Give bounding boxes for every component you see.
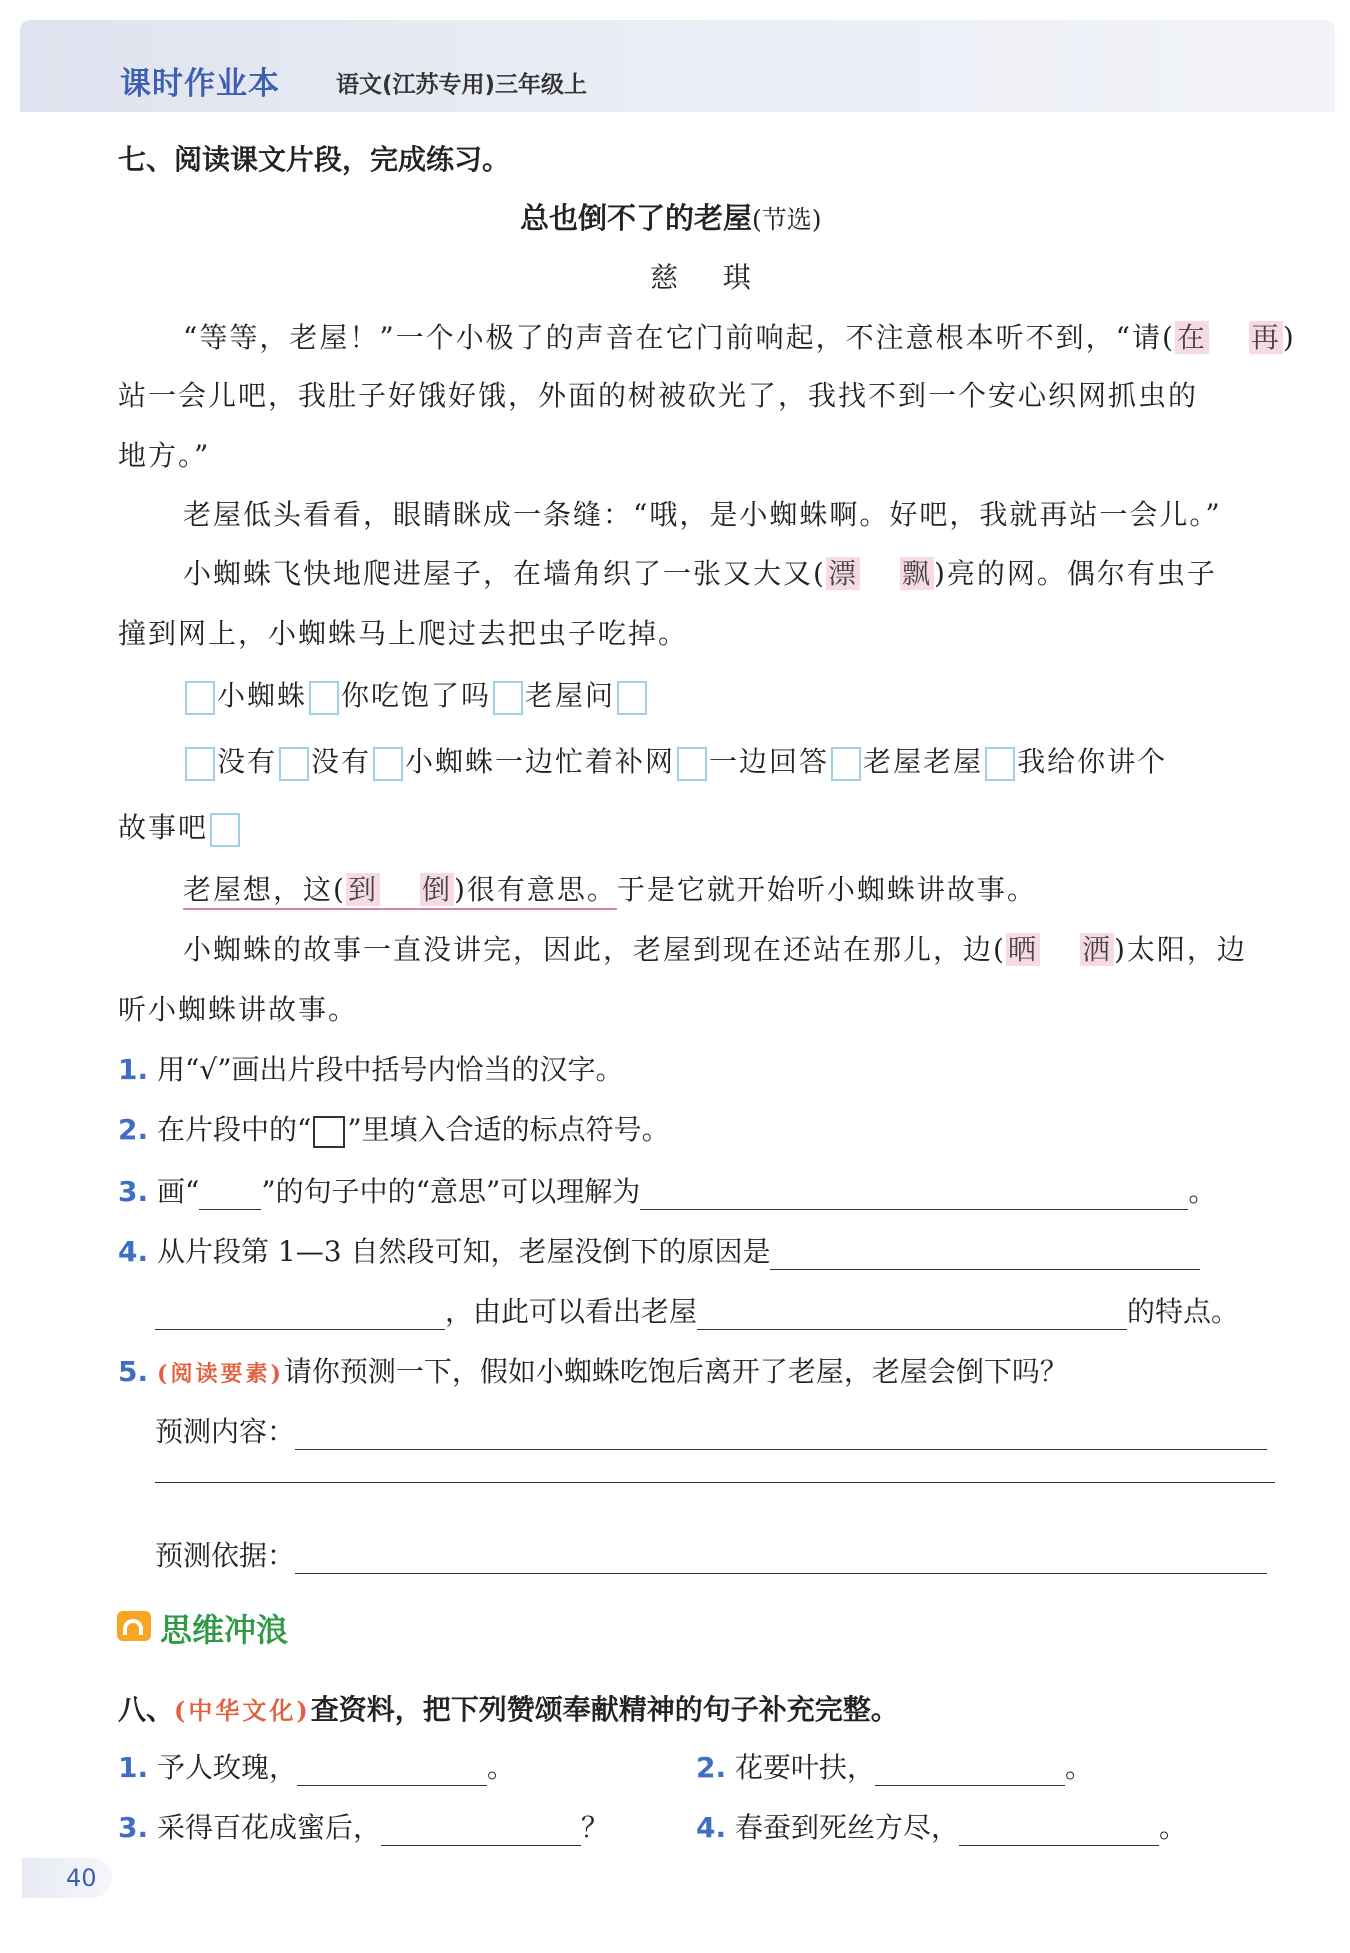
question-4-line1	[118, 1230, 1200, 1270]
answer-line[interactable]	[640, 1179, 1188, 1210]
underline-symbol	[199, 1183, 261, 1210]
passage-p1-line1	[183, 316, 1296, 356]
p1-text-a: “等等，老屋！”一个小极了的声音在它门前响起，不注意根本听不到，“请(	[183, 321, 1175, 354]
answer-line[interactable]	[155, 1482, 1275, 1483]
subject-title: 语文(江苏专用)三年级上	[336, 72, 588, 98]
answer-line[interactable]	[297, 1755, 487, 1786]
p1-option-1[interactable]: 在	[1176, 321, 1207, 354]
question-number: 1.	[118, 1053, 149, 1086]
item-end: ？	[581, 1811, 610, 1844]
question-text-a: 画“	[157, 1175, 200, 1208]
item-text: 采得百花成蜜后，	[157, 1811, 382, 1844]
p5-text-b: 故事吧	[118, 811, 209, 844]
passage-title	[520, 196, 822, 237]
p5-part: 小蜘蛛一边忙着补网	[405, 745, 676, 778]
punct-box[interactable]	[493, 681, 523, 715]
passage-author: 慈 琪	[650, 261, 769, 294]
passage-p2: 老屋低头看看，眼睛眯成一条缝：“哦，是小蜘蛛啊。好吧，我就再站一会儿。”	[183, 498, 1222, 531]
question-text: 用“√”画出片段中括号内恰当的汉字。	[157, 1053, 624, 1086]
prediction-basis-row	[155, 1534, 1267, 1574]
passage-p3-line2: 撞到网上，小蜘蛛马上爬过去把虫子吃掉。	[118, 617, 689, 650]
passage-p5-line1	[183, 740, 1167, 781]
question-tag: (阅读要素)	[157, 1361, 284, 1387]
question-text-c: 的特点。	[1127, 1295, 1240, 1328]
p4-part: 你吃饱了吗	[341, 679, 492, 712]
question-1	[118, 1048, 624, 1088]
question-2	[118, 1108, 670, 1148]
question-5	[118, 1350, 1068, 1390]
p1-text-b: )	[1282, 321, 1296, 354]
punct-box[interactable]	[185, 681, 215, 715]
question-text-b: ，由此可以看出老屋	[445, 1295, 698, 1328]
question-text: 请你预测一下，假如小蜘蛛吃饱后离开了老屋，老屋会倒下吗？	[283, 1355, 1068, 1388]
section8-prefix: 八、	[118, 1693, 175, 1726]
punct-box[interactable]	[617, 681, 647, 715]
question-4-line2	[155, 1290, 1239, 1330]
item-text: 花要叶扶，	[735, 1751, 876, 1784]
punct-box[interactable]	[677, 747, 707, 781]
answer-line[interactable]	[770, 1239, 1200, 1270]
answer-line[interactable]	[155, 1299, 445, 1330]
p6-text-b: )很有意思。	[453, 873, 617, 906]
p5-part: 一边回答	[709, 745, 830, 778]
p4-part: 小蜘蛛	[217, 679, 308, 712]
passage-p4	[183, 674, 649, 715]
p6-underlined-sentence	[183, 873, 617, 910]
answer-line[interactable]	[295, 1419, 1267, 1450]
p5-part: 没有	[217, 745, 278, 778]
item-number: 2.	[696, 1751, 727, 1784]
p3-text-b: )亮的网。偶尔有虫子	[933, 557, 1217, 590]
item-end: 。	[1065, 1751, 1094, 1784]
thinking-section-title: 思维冲浪	[160, 1611, 289, 1649]
p6-option-2[interactable]: 倒	[421, 873, 452, 906]
item-text: 予人玫瑰，	[157, 1751, 298, 1784]
passage-p1-line2: 站一会儿吧，我肚子好饿好饿，外面的树被砍光了，我找不到一个安心织网抓虫的	[118, 379, 1199, 412]
section8-item-3	[118, 1806, 609, 1846]
passage-p6	[183, 868, 1037, 908]
question-text-a: 在片段中的“	[157, 1113, 312, 1146]
page-number: 40	[66, 1864, 97, 1892]
question-end: 。	[1188, 1175, 1217, 1208]
prediction-basis-label: 预测依据：	[155, 1539, 296, 1572]
punct-box[interactable]	[985, 747, 1015, 781]
brand-title: 课时作业本	[120, 66, 280, 102]
question-text-b: ”的句子中的“意思”可以理解为	[261, 1175, 641, 1208]
p6-text-a: 老屋想，这(	[183, 873, 346, 906]
section8-tag: (中华文化)	[174, 1696, 311, 1725]
section8-item-2	[696, 1746, 1093, 1786]
punct-box[interactable]	[210, 813, 240, 847]
section8-item-4	[696, 1806, 1187, 1846]
question-number: 3.	[118, 1175, 149, 1208]
answer-line[interactable]	[875, 1755, 1065, 1786]
question-text-a: 从片段第 1—3 自然段可知，老屋没倒下的原因是	[157, 1235, 771, 1268]
question-number: 2.	[118, 1113, 149, 1146]
page-header	[20, 20, 1335, 112]
page-number-tab	[22, 1858, 112, 1898]
p5-part: 老屋老屋	[863, 745, 984, 778]
p3-option-1[interactable]: 漂	[827, 557, 858, 590]
section8-title	[118, 1688, 899, 1728]
question-text-b: ”里填入合适的标点符号。	[347, 1113, 670, 1146]
passage-title-note: (节选)	[752, 205, 822, 234]
passage-p7-line2: 听小蜘蛛讲故事。	[118, 993, 359, 1026]
p1-option-2[interactable]: 再	[1250, 321, 1281, 354]
prediction-content-label: 预测内容：	[155, 1415, 296, 1448]
punct-box[interactable]	[373, 747, 403, 781]
item-text: 春蚕到死丝方尽，	[735, 1811, 960, 1844]
section8-item-1	[118, 1746, 515, 1786]
p3-option-2[interactable]: 飘	[901, 557, 932, 590]
p7-option-1[interactable]: 晒	[1007, 933, 1038, 966]
p3-text-a: 小蜘蛛飞快地爬进屋子，在墙角织了一张又大又(	[183, 557, 826, 590]
passage-p1-line3: 地方。”	[118, 439, 211, 472]
answer-line[interactable]	[959, 1815, 1159, 1846]
section7-title: 七、阅读课文片段，完成练习。	[118, 143, 511, 176]
item-number: 3.	[118, 1811, 149, 1844]
answer-line[interactable]	[295, 1543, 1267, 1574]
punct-box[interactable]	[831, 747, 861, 781]
wave-icon	[117, 1611, 151, 1641]
p6-option-1[interactable]: 到	[347, 873, 378, 906]
question-number: 5.	[118, 1355, 149, 1388]
item-end: 。	[1159, 1811, 1188, 1844]
p5-part: 没有	[311, 745, 372, 778]
prediction-content-row	[155, 1410, 1267, 1450]
question-number: 4.	[118, 1235, 149, 1268]
section8-text: 查资料，把下列赞颂奉献精神的句子补充完整。	[310, 1693, 899, 1726]
punct-box[interactable]	[279, 747, 309, 781]
item-end: 。	[487, 1751, 516, 1784]
p4-part: 老屋问	[525, 679, 616, 712]
p7-text-a: 小蜘蛛的故事一直没讲完，因此，老屋到现在还站在那儿，边(	[183, 933, 1006, 966]
p6-text-c: 于是它就开始听小蜘蛛讲故事。	[616, 873, 1037, 906]
question-3	[118, 1170, 1216, 1210]
passage-p7-line1	[183, 928, 1247, 968]
passage-p3-line1	[183, 552, 1217, 592]
item-number: 4.	[696, 1811, 727, 1844]
p7-option-2[interactable]: 洒	[1081, 933, 1112, 966]
item-number: 1.	[118, 1751, 149, 1784]
punct-box[interactable]	[185, 747, 215, 781]
passage-p5-line2	[118, 806, 242, 847]
passage-title-text: 总也倒不了的老屋	[520, 201, 753, 235]
box-symbol	[313, 1116, 345, 1148]
punct-box[interactable]	[309, 681, 339, 715]
p5-part: 我给你讲个	[1017, 745, 1168, 778]
p7-text-b: )太阳，边	[1113, 933, 1247, 966]
answer-line[interactable]	[697, 1299, 1127, 1330]
answer-line[interactable]	[381, 1815, 581, 1846]
